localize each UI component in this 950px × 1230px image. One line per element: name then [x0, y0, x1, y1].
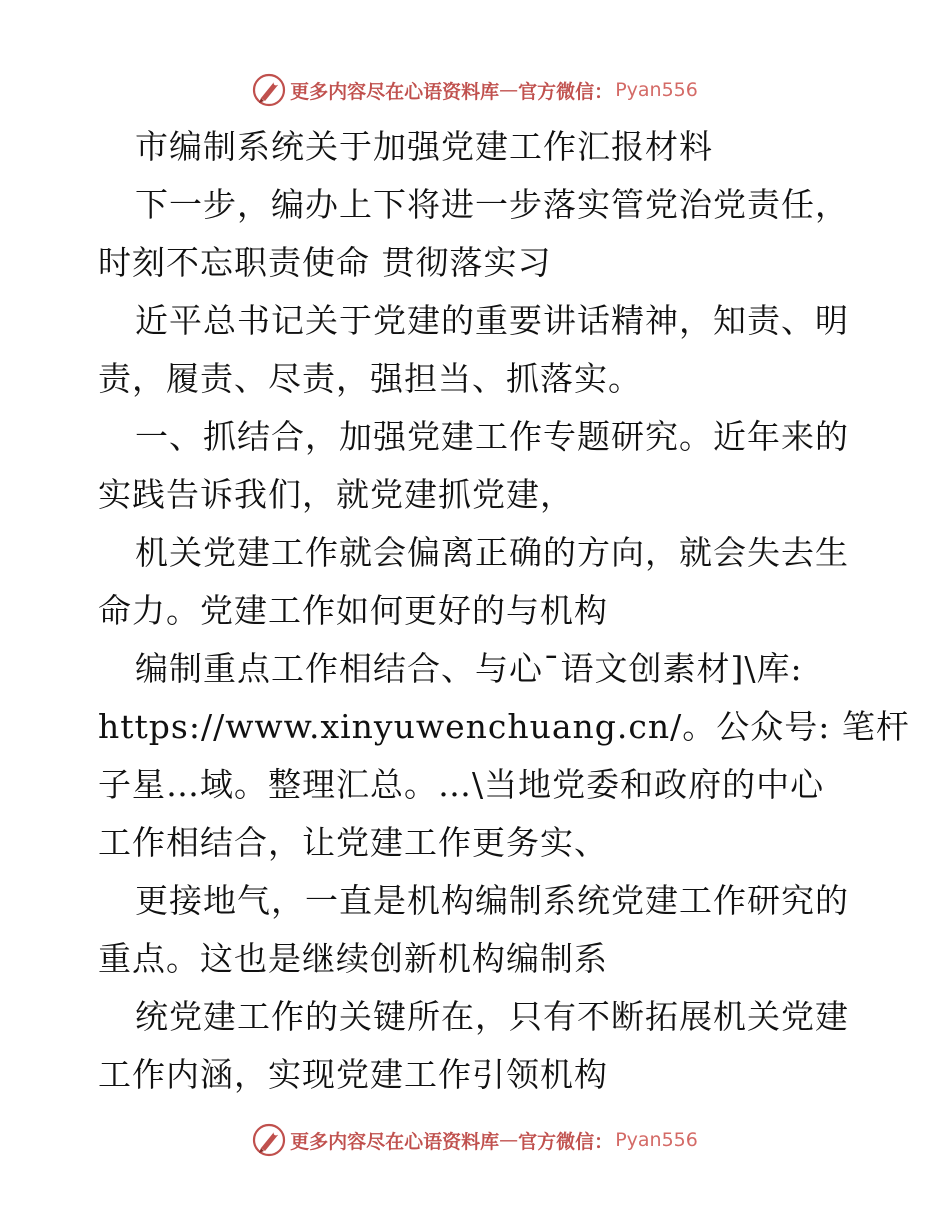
text-line: 一、抓结合，加强党建工作专题研究。近年来的 [135, 417, 849, 456]
document-title: 市编制系统关于加强党建工作汇报材料 [135, 127, 713, 166]
banner-main-text: 更多内容尽在心语资料库 [290, 80, 500, 103]
text-line: 更接地气，一直是机构编制系统党建工作研究的 [135, 881, 849, 920]
text-line: 下一步，编办上下将进一步落实管党治党责任， [135, 185, 849, 224]
banner-separator: — [499, 1129, 519, 1151]
banner-wechat-id: Pyan556 [615, 79, 698, 101]
text-line: 责，履责、尽责，强担当、抓落实。 [98, 359, 642, 398]
text-line: 近平总书记关于党建的重要讲话精神，知责、明 [135, 301, 849, 340]
pen-logo-icon [252, 73, 286, 107]
pen-logo-icon [252, 1123, 286, 1157]
banner-separator: — [499, 79, 519, 101]
footer-banner [0, 1120, 950, 1160]
text-line: 子星…域。整理汇总。…\当地党委和政府的中心 [98, 765, 825, 804]
document-body [98, 118, 910, 1104]
banner-wechat-id: Pyan556 [615, 1129, 698, 1151]
banner-main-text: 更多内容尽在心语资料库 [290, 1130, 500, 1153]
text-line: 统党建工作的关键所在，只有不断拓展机关党建 [135, 997, 849, 1036]
banner-wechat-label: 官方微信： [518, 1130, 614, 1153]
text-line: 重点。这也是继续创新机构编制系 [98, 939, 608, 978]
text-line: 工作内涵，实现党建工作引领机构 [98, 1055, 608, 1094]
banner-wechat-label: 官方微信： [518, 80, 614, 103]
text-line: 编制重点工作相结合、与心¯语文创素材]\库: [135, 649, 803, 688]
header-banner [0, 70, 950, 110]
text-line: 工作相结合，让党建工作更务实、 [98, 823, 608, 862]
text-line: https://www.xinyuwenchuang.cn/。公众号: 笔杆 [98, 707, 910, 746]
text-line: 时刻不忘职责使命 贯彻落实习 [98, 243, 552, 282]
text-line: 实践告诉我们，就党建抓党建， [98, 475, 574, 514]
text-line: 机关党建工作就会偏离正确的方向，就会失去生 [135, 533, 849, 572]
text-line: 命力。党建工作如何更好的与机构 [98, 591, 608, 630]
